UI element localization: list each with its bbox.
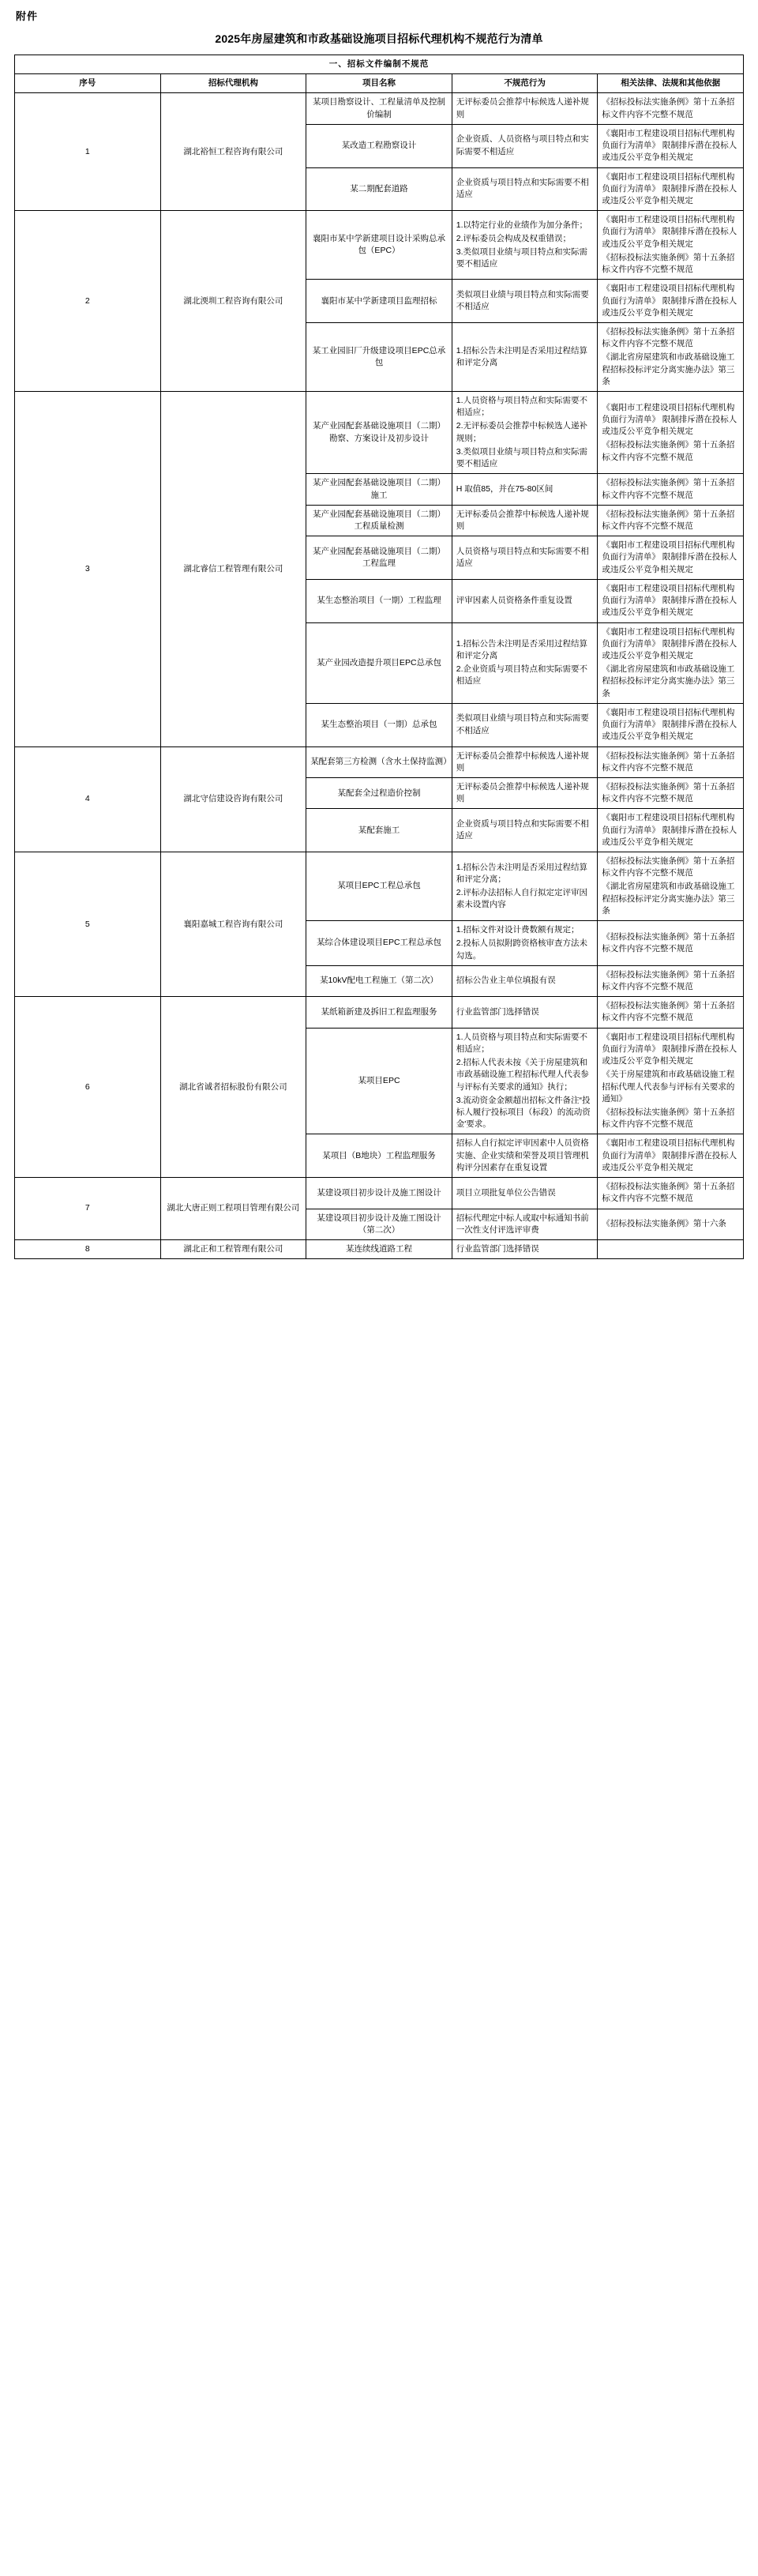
- basis-line: 《招标投标法实施条例》第十五条招标文件内容不完整不规范: [602, 969, 735, 991]
- project-name: 襄阳市某中学新建项目监理招标: [306, 280, 452, 323]
- project-name: 某连续线道路工程: [306, 1239, 452, 1258]
- behavior-line: 招标公告业主单位填报有误: [456, 976, 556, 986]
- column-header: 相关法律、法规和其他依据: [598, 74, 744, 93]
- basis-line: 《关于房屋建筑和市政基础设施工程招标代理人代表参与评标有关要求的通知》: [602, 1070, 735, 1104]
- project-name: 某产业园配套基础设施项目（二期）工程质量检测: [306, 505, 452, 536]
- basis-line: 《招标投标法实施条例》第十五条招标文件内容不完整不规范: [602, 856, 735, 878]
- basis-line: 《招标投标法实施条例》第十五条招标文件内容不完整不规范: [602, 97, 735, 119]
- project-name: 某改造工程勘察设计: [306, 124, 452, 167]
- legal-basis: [598, 124, 744, 167]
- project-name: 某纸箱新建及拆旧工程监理服务: [306, 997, 452, 1028]
- behavior-line: 2.投标人员拟附跨资格核审查方法未勾选。: [456, 938, 588, 961]
- behavior-line: 1.人员资格与项目特点和实际需要不相适应；: [456, 396, 588, 418]
- agency-name: 湖北睿信工程管理有限公司: [160, 392, 306, 746]
- irregular-behavior: [452, 997, 598, 1028]
- basis-line: 《湖北省房屋建筑和市政基础设施工程招标投标评定分离实施办法》第三条: [602, 882, 735, 916]
- irregular-behavior: [452, 1209, 598, 1239]
- section-title-row: [15, 55, 744, 74]
- row-sequence: 6: [15, 997, 161, 1178]
- legal-basis: [598, 997, 744, 1028]
- irregular-behavior: [452, 777, 598, 808]
- basis-line: 《招标投标法实施条例》第十五条招标文件内容不完整不规范: [602, 252, 735, 275]
- project-name: 某产业园配套基础设施项目（二期）勘察、方案设计及初步设计: [306, 392, 452, 474]
- project-name: 襄阳市某中学新建项目设计采购总承包（EPC）: [306, 211, 452, 280]
- project-name: 某生态整治项目（一期）总承包: [306, 703, 452, 746]
- legal-basis: [598, 474, 744, 505]
- irregular-behavior: [452, 1134, 598, 1178]
- behavior-line: 3.类似项目业绩与项目特点和实际需要不相适应: [456, 247, 588, 269]
- irregular-behavior: [452, 392, 598, 474]
- agency-name: 湖北裕恒工程咨询有限公司: [160, 93, 306, 211]
- irregular-behavior: [452, 505, 598, 536]
- basis-line: 《招标投标法实施条例》第十五条招标文件内容不完整不规范: [602, 1001, 735, 1023]
- agency-name: 湖北正和工程管理有限公司: [160, 1239, 306, 1258]
- irregular-behavior: [452, 703, 598, 746]
- legal-basis: [598, 746, 744, 777]
- page-title: 2025年房屋建筑和市政基础设施项目招标代理机构不规范行为清单: [215, 32, 543, 45]
- legal-basis: [598, 1134, 744, 1178]
- legal-basis: [598, 852, 744, 921]
- row-sequence: 2: [15, 211, 161, 392]
- basis-line: 《招标投标法实施条例》第十六条: [602, 1219, 726, 1229]
- project-name: 某建设项目初步设计及施工图设计: [306, 1178, 452, 1209]
- attachment-label: 附件: [16, 10, 39, 22]
- basis-line: 《襄阳市工程建设项目招标代理机构负面行为清单》 限制排斥潜在投标人或违反公平竞争相关规定: [602, 583, 737, 618]
- behavior-line: 1.人员资格与项目特点和实际需要不相适应；: [456, 1032, 588, 1054]
- column-header: 不规范行为: [452, 74, 598, 93]
- column-header: 序号: [15, 74, 161, 93]
- table-row: [15, 852, 744, 921]
- irregular-behavior: [452, 93, 598, 124]
- basis-line: 《招标投标法实施条例》第十五条招标文件内容不完整不规范: [602, 750, 735, 773]
- row-sequence: 3: [15, 392, 161, 746]
- behavior-line: 项目立项批复单位公告错误: [456, 1187, 556, 1198]
- basis-line: 《湖北省房屋建筑和市政基础设施工程招标投标评定分离实施办法》第三条: [602, 352, 735, 386]
- irregular-behavior: [452, 1178, 598, 1209]
- basis-line: 《招标投标法实施条例》第十五条招标文件内容不完整不规范: [602, 1182, 735, 1204]
- behavior-line: 企业资质与项目特点和实际需要不相适应: [456, 178, 589, 200]
- behavior-line: 招标代理定中标人或取中标通知书前一次性支付评选评审费: [456, 1213, 589, 1235]
- legal-basis: [598, 322, 744, 391]
- irregular-behavior: [452, 474, 598, 505]
- irregularity-table: [14, 55, 744, 1259]
- irregular-behavior: [452, 579, 598, 622]
- project-name: 某项目EPC: [306, 1028, 452, 1134]
- project-name: 某产业园配套基础设施项目（二期）工程监理: [306, 536, 452, 580]
- basis-line: 《招标投标法实施条例》第十五条招标文件内容不完整不规范: [602, 326, 735, 349]
- project-name: 某配套全过程造价控制: [306, 777, 452, 808]
- row-sequence: 4: [15, 746, 161, 852]
- project-name: 某生态整治项目（一期）工程监理: [306, 579, 452, 622]
- irregular-behavior: [452, 622, 598, 703]
- irregular-behavior: [452, 280, 598, 323]
- table-row: [15, 392, 744, 474]
- irregular-behavior: [452, 124, 598, 167]
- legal-basis: [598, 536, 744, 580]
- behavior-line: 2.评标办法招标人自行拟定定评审因素未设置内容: [456, 888, 588, 910]
- row-sequence: 8: [15, 1239, 161, 1258]
- basis-line: 《襄阳市工程建设项目招标代理机构负面行为清单》 限制排斥潜在投标人或违反公平竞争相关规定: [602, 402, 737, 437]
- basis-line: 《襄阳市工程建设项目招标代理机构负面行为清单》 限制排斥潜在投标人或违反公平竞争相关规定: [602, 540, 737, 574]
- project-name: 某二期配套道路: [306, 167, 452, 211]
- behavior-line: 1.招标文件对设计费数额有规定；: [456, 925, 580, 935]
- behavior-line: 1.以特定行业的业绩作为加分条件；: [456, 220, 588, 230]
- project-name: 某产业园改造提升项目EPC总承包: [306, 622, 452, 703]
- row-sequence: 1: [15, 93, 161, 211]
- irregular-behavior: [452, 167, 598, 211]
- behavior-line: 1.招标公告未注明是否采用过程结算和评定分离: [456, 638, 588, 660]
- irregular-behavior: [452, 746, 598, 777]
- project-name: 某工业园旧厂升级建设项目EPC总承包: [306, 322, 452, 391]
- agency-name: 湖北大唐正则工程项目管理有限公司: [160, 1178, 306, 1240]
- behavior-line: 3.类似项目业绩与项目特点和实际需要不相适应: [456, 446, 588, 469]
- project-name: 某配套施工: [306, 809, 452, 852]
- behavior-line: 类似项目业绩与项目特点和实际需要不相适应: [456, 289, 589, 312]
- project-name: 某项目勘察设计、工程量清单及控制价编制: [306, 93, 452, 124]
- legal-basis: [598, 921, 744, 966]
- project-name: 某建设项目初步设计及施工图设计（第二次）: [306, 1209, 452, 1239]
- basis-line: 《襄阳市工程建设项目招标代理机构负面行为清单》 限制排斥潜在投标人或违反公平竞争相关规定: [602, 1138, 737, 1172]
- project-name: 某项目EPC工程总承包: [306, 852, 452, 921]
- basis-line: 《襄阳市工程建设项目招标代理机构负面行为清单》 限制排斥潜在投标人或违反公平竞争相关规定: [602, 215, 737, 249]
- legal-basis: [598, 809, 744, 852]
- basis-line: 《襄阳市工程建设项目招标代理机构负面行为清单》 限制排斥潜在投标人或违反公平竞争相关规定: [602, 128, 737, 163]
- agency-name: 襄阳嘉城工程咨询有限公司: [160, 852, 306, 997]
- table-header-row: [15, 74, 744, 93]
- behavior-line: H 取值85，并在75-80区间: [456, 483, 553, 494]
- table-row: [15, 1239, 744, 1258]
- behavior-line: 2.招标人代表未按《关于房屋建筑和市政基础设施工程招标代理人代表参与评标有关要求的通知》执行；: [456, 1058, 589, 1092]
- legal-basis: [598, 777, 744, 808]
- irregular-behavior: [452, 1239, 598, 1258]
- legal-basis: [598, 392, 744, 474]
- basis-line: 《招标投标法实施条例》第十五条招标文件内容不完整不规范: [602, 478, 735, 500]
- project-name: 某综合体建设项目EPC工程总承包: [306, 921, 452, 966]
- agency-name: 湖北渜圳工程咨询有限公司: [160, 211, 306, 392]
- behavior-line: 1.招标公告未注明是否采用过程结算和评定分离: [456, 345, 588, 367]
- legal-basis: [598, 703, 744, 746]
- legal-basis: [598, 1178, 744, 1209]
- legal-basis: [598, 579, 744, 622]
- behavior-line: 2.无评标委员会推荐中标候选人递补规则；: [456, 421, 588, 443]
- table-row: [15, 93, 744, 124]
- behavior-line: 人员资格与项目特点和实际需要不相适应: [456, 546, 589, 569]
- legal-basis: [598, 211, 744, 280]
- behavior-line: 无评标委员会推荐中标候选人递补规则: [456, 781, 589, 804]
- basis-line: 《招标投标法实施条例》第十五条招标文件内容不完整不规范: [602, 509, 735, 531]
- behavior-line: 1.招标公告未注明是否采用过程结算和评定分离；: [456, 862, 588, 884]
- row-sequence: 5: [15, 852, 161, 997]
- project-name: 某产业园配套基础设施项目（二期）施工: [306, 474, 452, 505]
- behavior-line: 企业资质、人员资格与项目特点和实际需要不相适应: [456, 134, 589, 156]
- behavior-line: 3.流动资金金额超出招标文件备注“投标人履行'投标项目（标段）的流动资金'要求。: [456, 1095, 591, 1130]
- behavior-line: 2.企业资质与项目特点和实际需要不相适应: [456, 664, 588, 686]
- project-name: 某配套第三方检测（含水土保持监测）: [306, 746, 452, 777]
- table-row: [15, 746, 744, 777]
- project-name: 某项目（B地块）工程监理服务: [306, 1134, 452, 1178]
- legal-basis: [598, 1209, 744, 1239]
- behavior-line: 行业监管部门选择错误: [456, 1006, 539, 1017]
- behavior-line: 评审因素人员资格条件重复设置: [456, 596, 572, 606]
- basis-line: 《湖北省房屋建筑和市政基础设施工程招标投标评定分离实施办法》第三条: [602, 664, 735, 698]
- basis-line: 《襄阳市工程建设项目招标代理机构负面行为清单》 限制排斥潜在投标人或违反公平竞争相关规定: [602, 1032, 737, 1066]
- irregular-behavior: [452, 965, 598, 996]
- irregular-behavior: [452, 809, 598, 852]
- irregular-behavior: [452, 852, 598, 921]
- behavior-line: 招标人自行拟定评审因素中人员资格实施、企业实绩和荣誉及项目管理机构评分因素存在重复设置: [456, 1138, 589, 1172]
- basis-line: 《襄阳市工程建设项目招标代理机构负面行为清单》 限制排斥潜在投标人或违反公平竞争相关规定: [602, 813, 737, 847]
- legal-basis: [598, 1239, 744, 1258]
- behavior-line: 无评标委员会推荐中标候选人递补规则: [456, 509, 589, 531]
- basis-line: 《招标投标法实施条例》第十五条招标文件内容不完整不规范: [602, 440, 735, 462]
- behavior-line: 无评标委员会推荐中标候选人递补规则: [456, 97, 589, 119]
- irregular-behavior: [452, 211, 598, 280]
- project-name: 某10kV配电工程施工（第二次）: [306, 965, 452, 996]
- legal-basis: [598, 965, 744, 996]
- irregular-behavior: [452, 1028, 598, 1134]
- basis-line: 《招标投标法实施条例》第十五条招标文件内容不完整不规范: [602, 781, 735, 804]
- basis-line: 《襄阳市工程建设项目招标代理机构负面行为清单》 限制排斥潜在投标人或违反公平竞争相关规定: [602, 707, 737, 742]
- behavior-line: 类似项目业绩与项目特点和实际需要不相适应: [456, 713, 589, 735]
- irregular-behavior: [452, 536, 598, 580]
- agency-name: 湖北省诚者招标股份有限公司: [160, 997, 306, 1178]
- behavior-line: 2.评标委员会构成及权重错误；: [456, 234, 572, 244]
- behavior-line: 企业资质与项目特点和实际需要不相适应: [456, 818, 589, 841]
- table-row: [15, 997, 744, 1028]
- table-row: [15, 1178, 744, 1209]
- behavior-line: 无评标委员会推荐中标候选人递补规则: [456, 750, 589, 773]
- behavior-line: 行业监管部门选择错误: [456, 1243, 539, 1254]
- column-header: 招标代理机构: [160, 74, 306, 93]
- legal-basis: [598, 622, 744, 703]
- legal-basis: [598, 280, 744, 323]
- agency-name: 湖北守信建设咨询有限公司: [160, 746, 306, 852]
- legal-basis: [598, 1028, 744, 1134]
- basis-line: 《襄阳市工程建设项目招标代理机构负面行为清单》 限制排斥潜在投标人或违反公平竞争相关规定: [602, 626, 737, 660]
- section-title: 一、招标文件编制不规范: [15, 55, 744, 74]
- basis-line: 《襄阳市工程建设项目招标代理机构负面行为清单》 限制排斥潜在投标人或违反公平竞争相关规定: [602, 284, 737, 318]
- table-row: [15, 211, 744, 280]
- basis-line: 《招标投标法实施条例》第十五条招标文件内容不完整不规范: [602, 1107, 735, 1130]
- row-sequence: 7: [15, 1178, 161, 1240]
- irregular-behavior: [452, 322, 598, 391]
- column-header: 项目名称: [306, 74, 452, 93]
- basis-line: 《襄阳市工程建设项目招标代理机构负面行为清单》 限制排斥潜在投标人或违反公平竞争相关规定: [602, 171, 737, 205]
- irregular-behavior: [452, 921, 598, 966]
- legal-basis: [598, 93, 744, 124]
- legal-basis: [598, 167, 744, 211]
- basis-line: 《招标投标法实施条例》第十五条招标文件内容不完整不规范: [602, 931, 735, 953]
- legal-basis: [598, 505, 744, 536]
